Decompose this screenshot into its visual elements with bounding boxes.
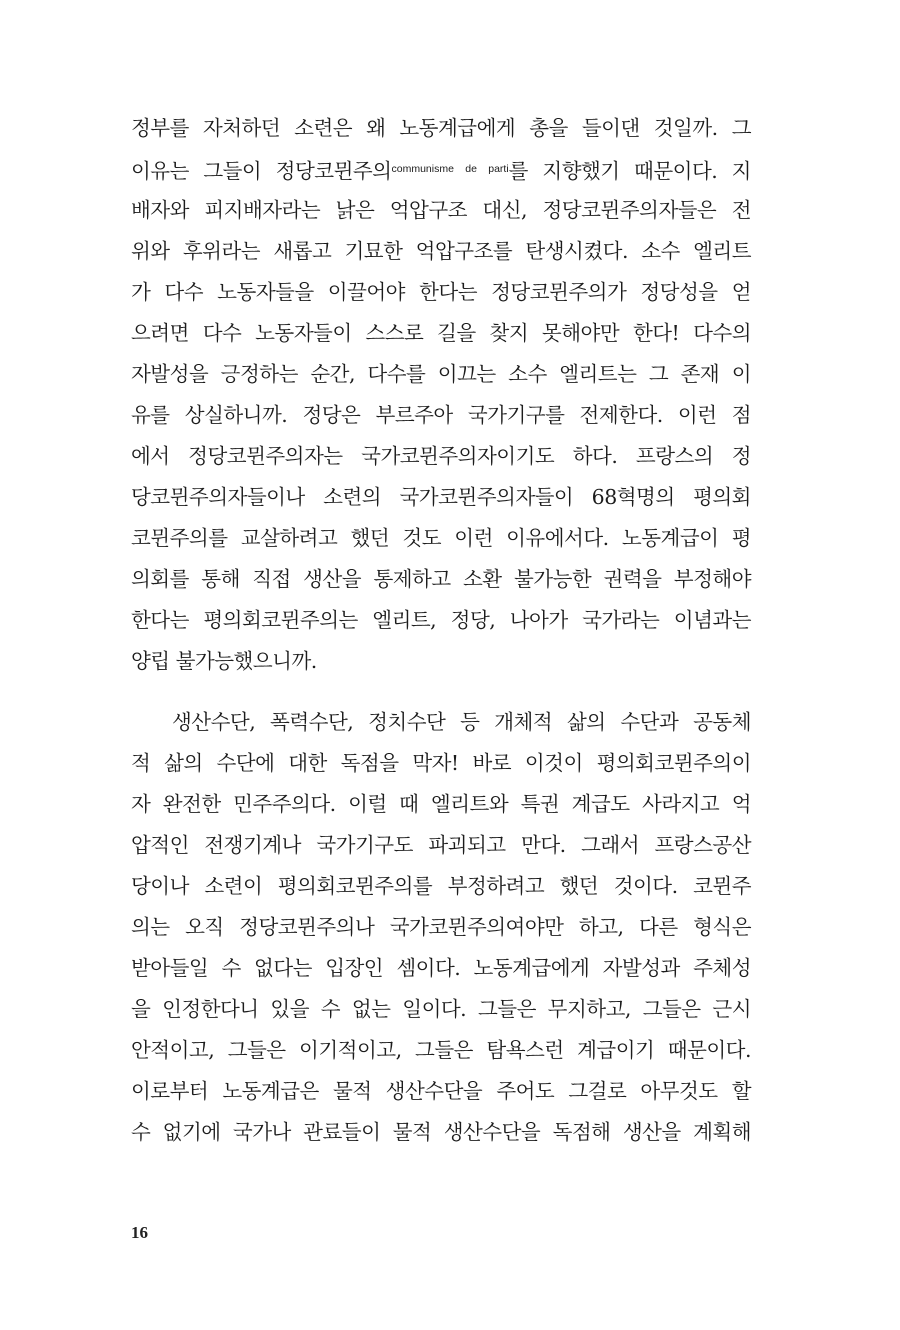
paragraph-1	[131, 108, 751, 682]
text-line: 배자와 피지배자라는 낡은 억압구조 대신, 정당코뮌주의자들은 전	[131, 198, 751, 222]
text-line: 정부를 자처하던 소련은 왜 노동계급에게 총을 들이댄 것일까. 그	[131, 116, 751, 140]
text-line: 으려면 다수 노동자들이 스스로 길을 찾지 못해야만 한다! 다수의	[131, 321, 751, 345]
text-line: 한다는 평의회코뮌주의는 엘리트, 정당, 나아가 국가라는 이념과는	[131, 608, 751, 632]
text-line: 압적인 전쟁기계나 국가기구도 파괴되고 만다. 그래서 프랑스공산	[131, 833, 751, 857]
text-line: 에서 정당코뮌주의자는 국가코뮌주의자이기도 하다. 프랑스의 정	[131, 444, 751, 468]
text-line: 수 없기에 국가나 관료들이 물적 생산수단을 독점해 생산을 계획해	[131, 1120, 751, 1144]
text-line: 당코뮌주의자들이나 소련의 국가코뮌주의자들이 68혁명의 평의회	[131, 485, 751, 509]
text-line: 을 인정한다니 있을 수 없는 일이다. 그들은 무지하고, 그들은 근시	[131, 997, 751, 1021]
text-segment: 이유는 그들이 정당코뮌주의	[131, 159, 392, 183]
text-line: 위와 후위라는 새롭고 기묘한 억압구조를 탄생시켰다. 소수 엘리트	[131, 239, 751, 263]
text-line: 코뮌주의를 교살하려고 했던 것도 이런 이유에서다. 노동계급이 평	[131, 526, 751, 550]
text-line-with-annotation	[131, 149, 751, 190]
text-line: 의는 오직 정당코뮌주의나 국가코뮌주의여야만 하고, 다른 형식은	[131, 915, 751, 939]
page-number: 16	[131, 1223, 148, 1242]
paragraph-2	[131, 702, 751, 1153]
text-segment: 를 지향했기 때문이다. 지	[508, 159, 751, 183]
text-line: 적 삶의 수단에 대한 독점을 막자! 바로 이것이 평의회코뮌주의이	[131, 751, 751, 775]
text-line: 이로부터 노동계급은 물적 생산수단을 주어도 그걸로 아무것도 할	[131, 1079, 751, 1103]
text-line: 안적이고, 그들은 이기적이고, 그들은 탐욕스런 계급이기 때문이다.	[131, 1038, 751, 1062]
superscript-annotation: communisme de parti	[391, 163, 509, 175]
text-line: 의회를 통해 직접 생산을 통제하고 소환 불가능한 권력을 부정해야	[131, 567, 751, 591]
text-line: 생산수단, 폭력수단, 정치수단 등 개체적 삶의 수단과 공동체	[172, 710, 751, 734]
text-line: 자 완전한 민주주의다. 이럴 때 엘리트와 특권 계급도 사라지고 억	[131, 792, 751, 816]
text-line: 가 다수 노동자들을 이끌어야 한다는 정당코뮌주의가 정당성을 얻	[131, 280, 751, 304]
text-line: 당이나 소련이 평의회코뮌주의를 부정하려고 했던 것이다. 코뮌주	[131, 874, 751, 898]
text-line: 양립 불가능했으니까.	[131, 649, 317, 673]
text-line: 받아들일 수 없다는 입장인 셈이다. 노동계급에게 자발성과 주체성	[131, 956, 751, 980]
text-line: 자발성을 긍정하는 순간, 다수를 이끄는 소수 엘리트는 그 존재 이	[131, 362, 751, 386]
text-line: 유를 상실하니까. 정당은 부르주아 국가기구를 전제한다. 이런 점	[131, 403, 751, 427]
